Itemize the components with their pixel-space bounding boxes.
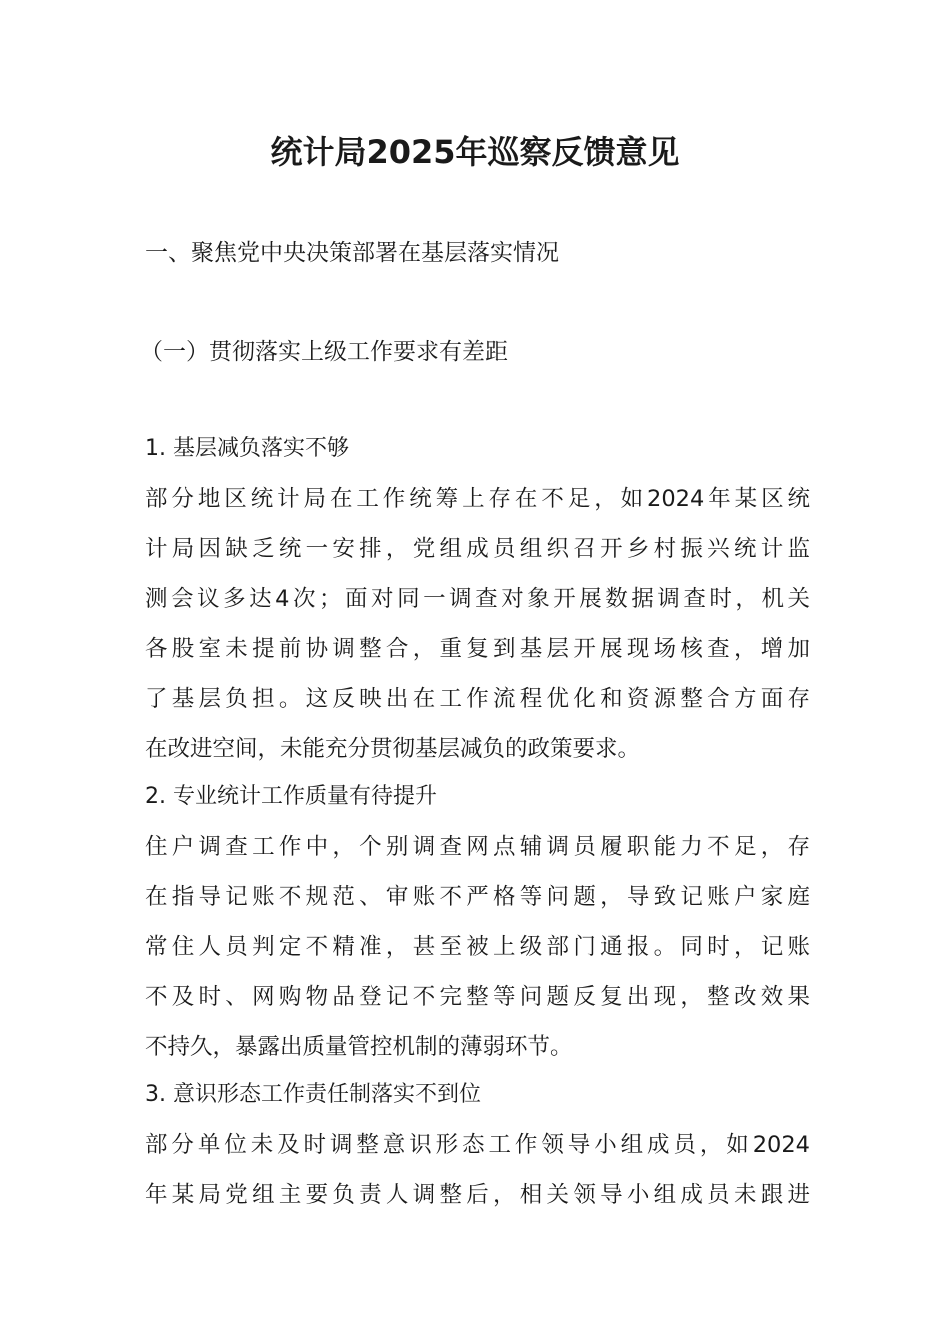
item-3 xyxy=(145,1078,810,1220)
item-2 xyxy=(145,780,810,1072)
paragraph-line: 在改进空间，未能充分贯彻基层减负的政策要求。 xyxy=(145,736,641,762)
paragraph-line: 住户调查工作中，个别调查网点辅调员履职能力不足，存 xyxy=(145,834,810,860)
subsection-heading-1: （一）贯彻落实上级工作要求有差距 xyxy=(140,339,508,365)
paragraph-line: 常住人员判定不精准，甚至被上级部门通报。同时，记账 xyxy=(145,934,810,960)
item-heading: 2. 专业统计工作质量有待提升 xyxy=(145,784,437,809)
paragraph-line: 计局因缺乏统一安排，党组成员组织召开乡村振兴统计监 xyxy=(145,536,810,562)
item-heading: 1. 基层减负落实不够 xyxy=(145,436,349,461)
section-heading-1: 一、聚焦党中央决策部署在基层落实情况 xyxy=(145,240,559,266)
paragraph-line: 不持久，暴露出质量管控机制的薄弱环节。 xyxy=(145,1034,573,1060)
paragraph-line: 在指导记账不规范、审账不严格等问题，导致记账户家庭 xyxy=(145,884,810,910)
paragraph-line: 年某局党组主要负责人调整后，相关领导小组成员未跟进 xyxy=(145,1182,810,1208)
item-heading: 3. 意识形态工作责任制落实不到位 xyxy=(145,1082,481,1107)
item-1 xyxy=(145,432,810,774)
paragraph-line: 了基层负担。这反映出在工作流程优化和资源整合方面存 xyxy=(145,686,810,712)
paragraph-line: 不及时、网购物品登记不完整等问题反复出现，整改效果 xyxy=(145,984,810,1010)
document-title: 统计局2025年巡察反馈意见 xyxy=(270,133,680,171)
paragraph-line: 部分地区统计局在工作统筹上存在不足，如2024年某区统 xyxy=(145,486,810,512)
paragraph-line: 各股室未提前协调整合，重复到基层开展现场核查，增加 xyxy=(145,636,810,662)
paragraph-line: 测会议多达4次；面对同一调查对象开展数据调查时，机关 xyxy=(145,586,810,612)
paragraph-line: 部分单位未及时调整意识形态工作领导小组成员，如2024 xyxy=(145,1132,810,1158)
